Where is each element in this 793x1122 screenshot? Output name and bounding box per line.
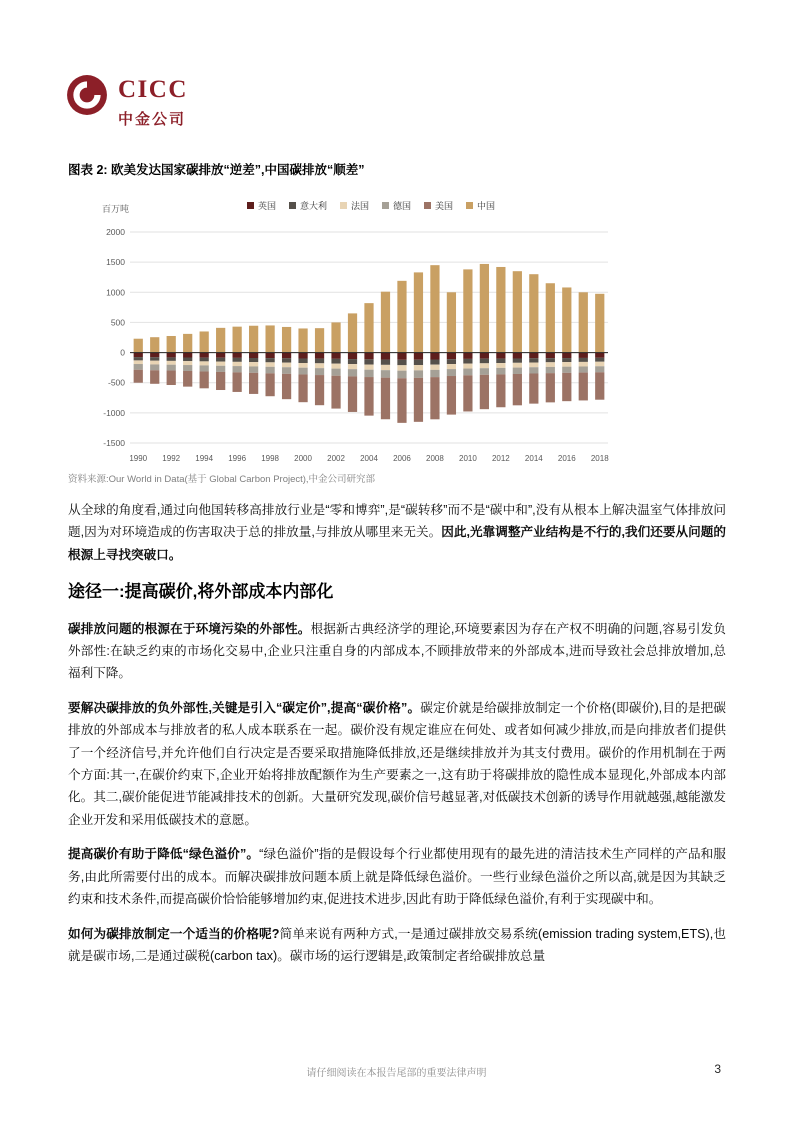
chart-legend — [126, 199, 616, 212]
legend-item — [424, 199, 453, 212]
text-run: 碳定价就是给碳排放制定一个价格(即碳价),目的是把碳排放的外部成本与排放者的私人成本联系在一起。碳价没有规定谁应在何处、或者如何减少排放,而是向排放者们提供了一个经济信号,并允许他们自行决定是否要采取措施降低排放,还是继续排放并为其支付费用。碳价的作用机制在于两个方面:其一,在碳价约束下,企业开始将排放配额作为生产要素之一,这有助于将碳排放的隐性成本显现化,外部成本内部化。其二,碳价能促进节能减排技术的创新。大量研究发现,碳价信号越显著,对低碳技术创新的诱导作用就越强,越能激发企业开发和采用低碳技术的意愿。 — [68, 700, 726, 827]
svg-text:2008: 2008 — [426, 454, 444, 463]
svg-text:2010: 2010 — [459, 454, 477, 463]
legend-swatch — [247, 202, 254, 209]
emissions-chart — [96, 194, 616, 473]
cicc-logo — [66, 74, 188, 129]
bold-text-run: 要解决碳排放的负外部性,关键是引入“碳定价”,提高“碳价格”。 — [68, 700, 421, 715]
bold-text-run: 提高碳价有助于降低“绿色溢价”。 — [68, 847, 260, 862]
text-run: “绿色溢价”指的是假设每个行业都使用现有的最先进的清洁技术生产同样的产品和服务,由此所需要付出的成本。而解决碳排放问题本质上就是降低绿色溢价。一些行业绿色溢价之所以高,就是因为其缺乏约束和技术条件,而提高碳价恰恰能够增加约束,促进技术进步,因此有助于降低绿色溢价,有利于实现碳中和。 — [68, 847, 727, 907]
y-axis-unit-label: 百万吨 — [102, 204, 130, 214]
svg-text:2016: 2016 — [557, 454, 576, 463]
svg-text:0: 0 — [120, 347, 125, 358]
paragraph — [68, 843, 726, 910]
svg-text:2004: 2004 — [360, 454, 378, 463]
svg-text:-1000: -1000 — [103, 407, 125, 418]
legend-swatch — [466, 202, 473, 209]
bold-text-run: 如何为碳排放制定一个适当的价格呢? — [68, 926, 280, 941]
paragraph — [68, 618, 726, 685]
svg-text:1994: 1994 — [195, 454, 214, 463]
svg-text:-1500: -1500 — [103, 438, 125, 448]
legend-item — [382, 199, 411, 212]
legend-label: 英国 — [257, 201, 276, 211]
logo-brand: CICC — [118, 76, 188, 103]
page-number: 3 — [714, 1062, 721, 1076]
legend-label: 美国 — [435, 201, 454, 211]
legend-label: 德国 — [393, 201, 412, 211]
legend-label: 法国 — [350, 201, 369, 211]
body-text — [68, 499, 726, 979]
logo-text — [118, 74, 188, 129]
legend-item — [247, 199, 276, 212]
svg-text:2006: 2006 — [393, 454, 411, 463]
cicc-logo-icon — [66, 74, 108, 116]
svg-text:500: 500 — [110, 317, 125, 328]
figure-title: 图表 2: 欧美发达国家碳排放“逆差”,中国碳排放“顺差” — [68, 163, 365, 177]
paragraph — [68, 923, 726, 968]
bold-text-run: 碳排放问题的根源在于环境污染的外部性。 — [68, 621, 311, 636]
stacked-bar-chart — [96, 218, 616, 468]
source-note: 资料来源:Our World in Data(基于 Global Carbon Project),中金公司研究部 — [68, 474, 376, 485]
svg-text:2002: 2002 — [327, 454, 345, 463]
paragraph — [68, 697, 726, 831]
legend-swatch — [340, 202, 347, 209]
bold-text-run: 因此,光靠调整产业结构是不行的,我们还要从问题的根源上寻找突破口。 — [68, 525, 726, 562]
section-heading: 途径一:提高碳价,将外部成本内部化 — [68, 582, 334, 602]
svg-text:1990: 1990 — [129, 454, 148, 463]
chart-header — [96, 194, 616, 218]
legend-item — [466, 199, 495, 212]
paragraph — [68, 499, 726, 566]
svg-text:1998: 1998 — [261, 454, 279, 463]
svg-text:2000: 2000 — [294, 454, 312, 463]
legend-swatch — [424, 202, 431, 209]
logo-company-name: 中金公司 — [118, 111, 187, 128]
text-run: 简单来说有两种方式,一是通过碳排放交易系统(emission trading system,ETS),也就是碳市场,二是通过碳税(carbon tax)。碳市场的运行逻辑是,政策制定者给碳排放总量 — [68, 926, 726, 963]
svg-text:1500: 1500 — [106, 257, 125, 268]
legend-label: 意大利 — [299, 201, 327, 211]
legend-swatch — [289, 202, 296, 209]
svg-text:2000: 2000 — [106, 227, 125, 237]
svg-text:2012: 2012 — [491, 454, 510, 463]
legend-item — [340, 199, 369, 212]
svg-text:2014: 2014 — [524, 454, 543, 463]
legend-item — [289, 199, 327, 212]
legend-label: 中国 — [477, 201, 496, 211]
svg-text:1992: 1992 — [162, 454, 181, 463]
text-run: 根据新古典经济学的理论,环境要素因为存在产权不明确的问题,容易引发负外部性:在缺乏约束的市场化交易中,企业只注重自身的内部成本,不顾排放带来的外部成本,进而导致社会总排放增加,总福利下降。 — [68, 621, 726, 681]
footer-disclaimer: 请仔细阅读在本报告尾部的重要法律声明 — [306, 1068, 487, 1079]
svg-text:1000: 1000 — [106, 287, 125, 298]
svg-text:-500: -500 — [107, 377, 125, 388]
text-run: 从全球的角度看,通过向他国转移高排放行业是“零和博弈”,是“碳转移”而不是“碳中和”,没有从根本上解决温室气体排放问题,因为对环境造成的伤害取决于总的排放量,与排放从哪里来无关。 — [68, 503, 726, 540]
legend-swatch — [382, 202, 389, 209]
svg-text:2018: 2018 — [590, 454, 609, 463]
svg-text:1996: 1996 — [228, 454, 247, 463]
